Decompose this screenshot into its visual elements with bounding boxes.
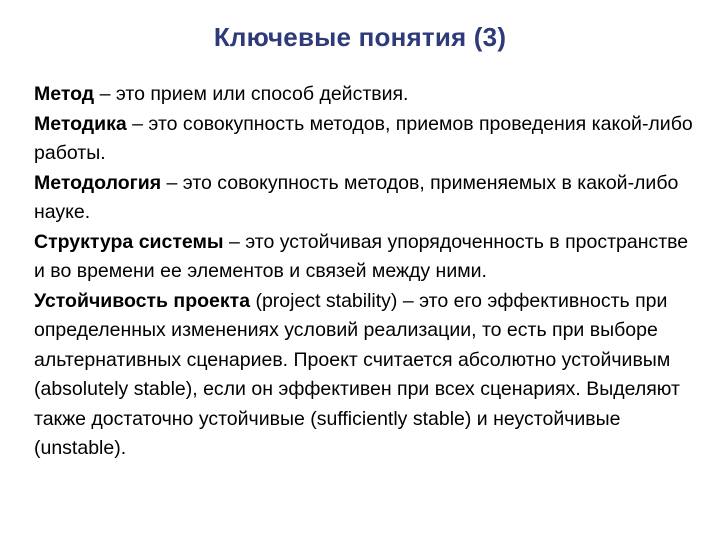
term-methodics: Методика: [34, 112, 127, 135]
term-method: Метод: [34, 83, 95, 105]
term-project-stability: Устойчивость проекта: [34, 289, 251, 312]
definition-system-structure-text: – это устойчивая упорядоченность в пространстве и во времени ее элементов и связей между ними.: [34, 230, 689, 282]
definition-methodics: [34, 110, 694, 169]
term-methodology: Методология: [34, 171, 162, 194]
definition-methodology-text: – это совокупность методов, применяемых в какой-либо науке.: [34, 171, 679, 223]
definition-methodics-text: – это совокупность методов, приемов проведения какой-либо работы.: [34, 112, 693, 164]
definition-method-text: – это прием или способ действия.: [94, 83, 409, 105]
slide-title: Ключевые понятия (3): [213, 22, 507, 52]
term-system-structure: Структура системы: [34, 230, 224, 253]
definition-methodology: [34, 169, 694, 228]
definition-method: [34, 80, 694, 110]
definitions-list: [34, 80, 694, 464]
definition-project-stability: [34, 287, 694, 464]
definition-system-structure: [34, 228, 694, 287]
definition-project-stability-text: (project stability) – это его эффективность при определенных изменениях условий реализации, то есть при выборе альтернативных сценариев. Проект считается абсолютно устойчивым (absolutely stable), если он эффективен при всех сценариях. Выделяют также достаточно устойчивые (sufficiently stable) и неустойчивые (unstable).: [34, 289, 680, 459]
